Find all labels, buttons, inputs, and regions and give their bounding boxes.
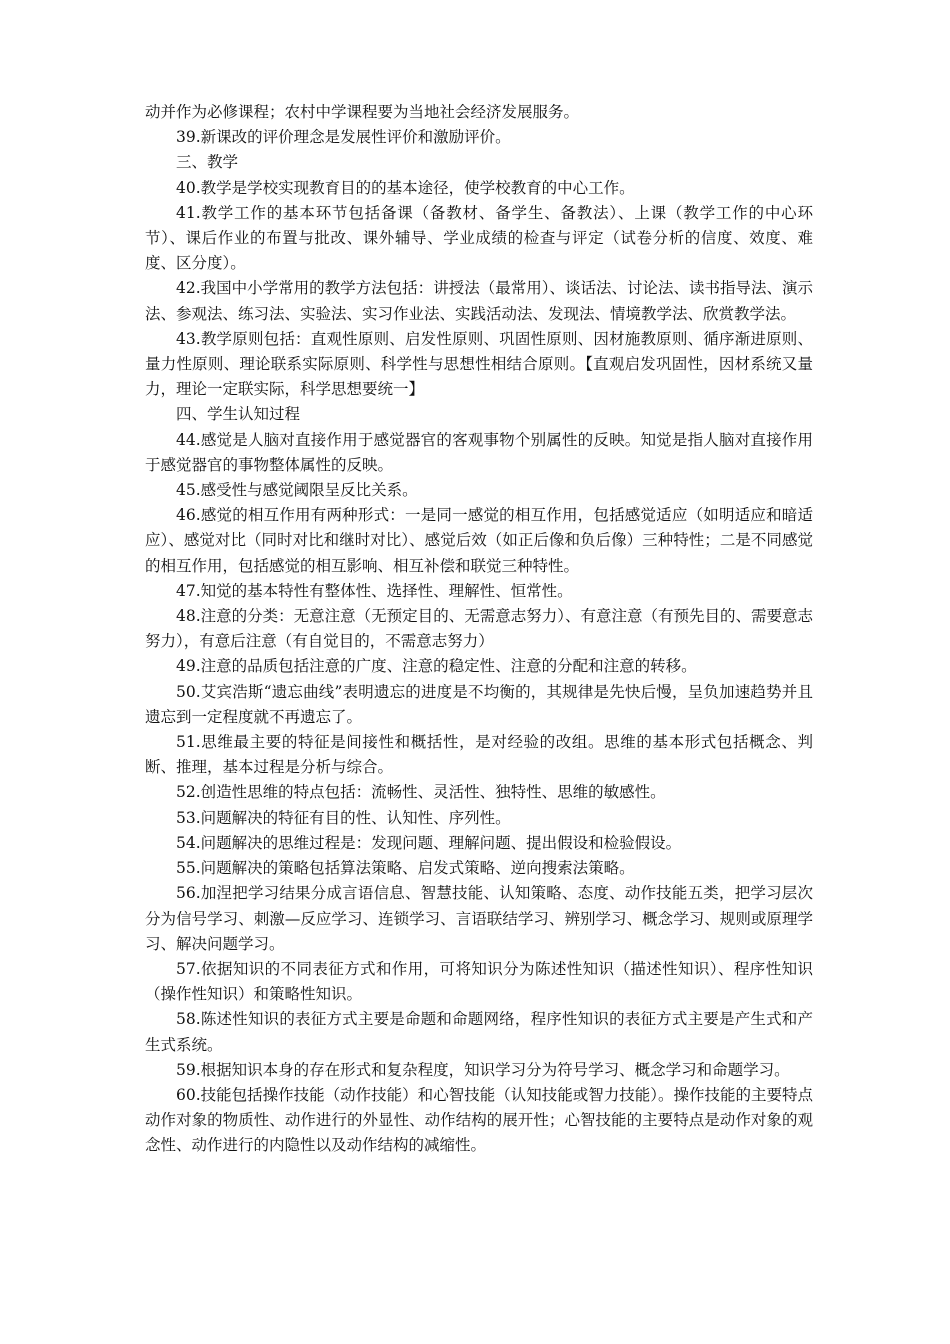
item-46: 46.感觉的相互作用有两种形式：一是同一感觉的相互作用，包括感觉适应（如明适应和暗适应）、感觉对比（同时对比和继时对比）、感觉后效（如正后像和负后像）三种特性；二是不同感觉的相互作用，包括感觉的相互影响、相互补偿和联觉三种特性。 xyxy=(145,506,813,575)
item-57: 57.依据知识的不同表征方式和作用，可将知识分为陈述性知识（描述性知识）、程序性知识（操作性知识）和策略性知识。 xyxy=(145,959,813,1004)
paragraph-continuation: 动并作为必修课程；农村中学课程要为当地社会经济发展服务。 xyxy=(145,103,580,121)
section-heading-cognition: 四、学生认知过程 xyxy=(176,405,301,424)
item-51: 51.思维最主要的特征是间接性和概括性，是对经验的改组。思维的基本形式包括概念、判断、推理，基本过程是分析与综合。 xyxy=(145,733,813,777)
item-59: 59.根据知识本身的存在形式和复杂程度，知识学习分为符号学习、概念学习和命题学习。 xyxy=(176,1060,790,1079)
item-53: 53.问题解决的特征有目的性、认知性、序列性。 xyxy=(176,808,511,827)
item-41: 41.教学工作的基本环节包括备课（备教材、备学生、备教法）、上课（教学工作的中心环节）、课后作业的布置与批改、课外辅导、学业成绩的检查与评定（试卷分析的信度、效度、难度、区分度）。 xyxy=(145,203,813,273)
item-58: 58.陈述性知识的表征方式主要是命题和命题网络，程序性知识的表征方式主要是产生式和产生式系统。 xyxy=(145,1010,813,1054)
item-54: 54.问题解决的思维过程是：发现问题、理解问题、提出假设和检验假设。 xyxy=(176,833,682,852)
item-39: 39.新课改的评价理念是发展性评价和激励评价。 xyxy=(176,128,511,147)
item-43: 43.教学原则包括：直观性原则、启发性原则、巩固性原则、因材施教原则、循序渐进原则、量力性原则、理论联系实际原则、科学性与思想性相结合原则。【直观启发巩固性，因材系统又量力，理论一定联实际，科学思想要统一】 xyxy=(145,329,813,399)
item-44: 44.感觉是人脑对直接作用于感觉器官的客观事物个别属性的反映。知觉是指人脑对直接作用于感觉器官的事物整体属性的反映。 xyxy=(145,430,813,474)
section-heading-teaching: 三、教学 xyxy=(176,153,239,172)
item-48: 48.注意的分类：无意注意（无预定目的、无需意志努力）、有意注意（有预先目的、需要意志努力），有意后注意（有自觉目的，不需意志努力） xyxy=(145,607,813,651)
item-60: 60.技能包括操作技能（动作技能）和心智技能（认知技能或智力技能）。操作技能的主要特点动作对象的物质性、动作进行的外显性、动作结构的展开性；心智技能的主要特点是动作对象的观念性、动作进行的内隐性以及动作结构的减缩性。 xyxy=(145,1085,813,1155)
item-52: 52.创造性思维的特点包括：流畅性、灵活性、独特性、思维的敏感性。 xyxy=(176,783,666,802)
item-49: 49.注意的品质包括注意的广度、注意的稳定性、注意的分配和注意的转移。 xyxy=(176,657,697,676)
item-50: 50.艾宾浩斯“遗忘曲线”表明遗忘的进度是不均衡的，其规律是先快后慢，呈负加速趋势并且遗忘到一定程度就不再遗忘了。 xyxy=(145,682,813,726)
item-45: 45.感受性与感觉阈限呈反比关系。 xyxy=(176,481,418,500)
item-42: 42.我国中小学常用的教学方法包括：讲授法（最常用）、谈话法、讨论法、读书指导法、演示法、参观法、练习法、实验法、实习作业法、实践活动法、发现法、情境教学法、欣赏教学法。 xyxy=(145,279,813,323)
item-40: 40.教学是学校实现教育目的的基本途径，使学校教育的中心工作。 xyxy=(176,178,635,197)
item-56: 56.加涅把学习结果分成言语信息、智慧技能、认知策略、态度、动作技能五类，把学习层次分为信号学习、刺激—反应学习、连锁学习、言语联结学习、辨别学习、概念学习、规则或原理学习、解决问题学习。 xyxy=(145,884,813,953)
document-page xyxy=(145,100,813,1159)
item-55: 55.问题解决的策略包括算法策略、启发式策略、逆向搜索法策略。 xyxy=(176,859,635,878)
item-47: 47.知觉的基本特性有整体性、选择性、理解性、恒常性。 xyxy=(176,581,573,600)
